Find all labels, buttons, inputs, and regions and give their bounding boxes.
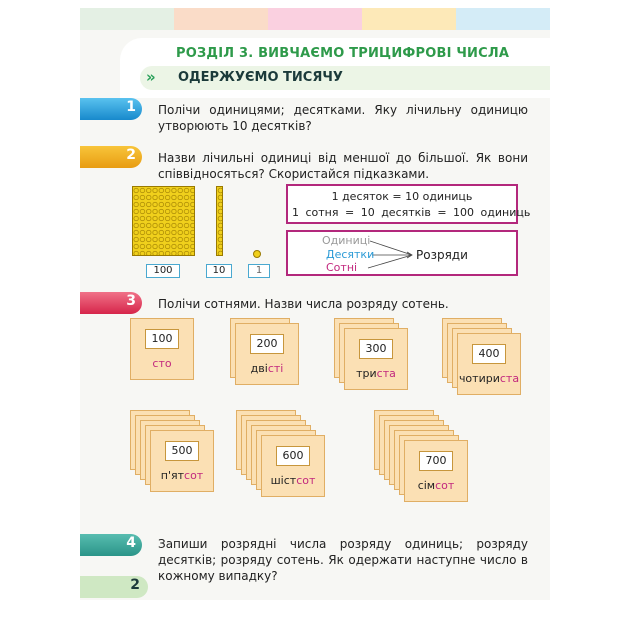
card-word [458,372,520,385]
page-title: ОДЕРЖУЄМО ТИСЯЧУ [178,70,343,85]
card-word: сто [152,357,172,370]
tens-label: Десятки [326,248,375,261]
hint-box-places [286,230,518,276]
hundred-card [235,323,299,385]
word-suffix: сот [435,479,455,492]
label-10: 10 [206,264,232,278]
label-100: 100 [146,264,180,278]
card-number: 400 [472,344,506,364]
task-number: 2 [126,147,136,163]
task-4-text: Запиши розрядні числа розряду одиниць; розряду десятків; розряду сотень. Як одержати наступне число в кожному випадку? [158,537,528,583]
task-number: 4 [126,535,136,551]
hint-box-equalities [286,184,531,224]
card-word [151,469,213,482]
task-2-text: Назви лічильні одиниці від меншої до більшої. Як вони співвідносяться? Скористайся підказками. [158,151,528,181]
hundred-card [457,333,521,395]
word-stem: чотири [458,372,500,385]
page-number-tab [80,576,148,598]
hundred-card [150,430,214,492]
word-suffix: ста [376,367,396,380]
hundreds-label: Сотні [326,261,358,274]
task-4-tab [80,534,142,556]
task-number: 1 [126,99,136,115]
page-number: 2 [130,577,140,593]
task-1-text: Полічи одиницями; десятками. Яку лічильну одиницю утворюють 10 десятків? [158,103,528,133]
units-label: Одиниці [322,234,371,247]
hundred-card [261,435,325,497]
word-stem: дві [250,362,268,375]
places-label: Розряди [416,248,468,262]
unit-cube [253,250,261,258]
word-suffix: сот [296,474,316,487]
word-stem: п'ят [160,469,185,482]
word-stem: шіст [270,474,297,487]
hint-line-tens: 1 десяток = 10 одиниць [331,190,473,203]
card-number: 600 [276,446,310,466]
double-chevron-icon: » [146,68,153,86]
card-word [262,474,324,487]
task-3-tab [80,292,142,314]
hundred-square-block [132,186,195,256]
word-suffix: сті [267,362,284,375]
word-stem: три [356,367,377,380]
task-number: 3 [126,293,136,309]
word-stem: сім [417,479,436,492]
section-title: РОЗДІЛ 3. ВИВЧАЄМО ТРИЦИФРОВІ ЧИСЛА [176,46,510,61]
card-number: 200 [250,334,284,354]
task-3-text: Полічи сотнями. Назви числа розряду сотень. [158,297,449,311]
card-word [405,479,467,492]
task-1-tab [80,98,142,120]
word-suffix: ста [499,372,520,385]
task-2-tab [80,146,142,168]
card-number: 500 [165,441,199,461]
card-number: 700 [419,451,453,471]
card-number: 100 [145,329,179,349]
card-word [345,367,407,380]
hundred-card [130,318,194,380]
word-suffix: сот [184,469,204,482]
hint-line-hundreds: 1 сотня = 10 десятків = 100 одиниць [292,206,531,219]
hundred-card [344,328,408,390]
card-number: 300 [359,339,393,359]
hundred-card [404,440,468,502]
ten-rod-block [216,186,223,256]
label-1: 1 [248,264,270,278]
card-word [236,362,298,375]
